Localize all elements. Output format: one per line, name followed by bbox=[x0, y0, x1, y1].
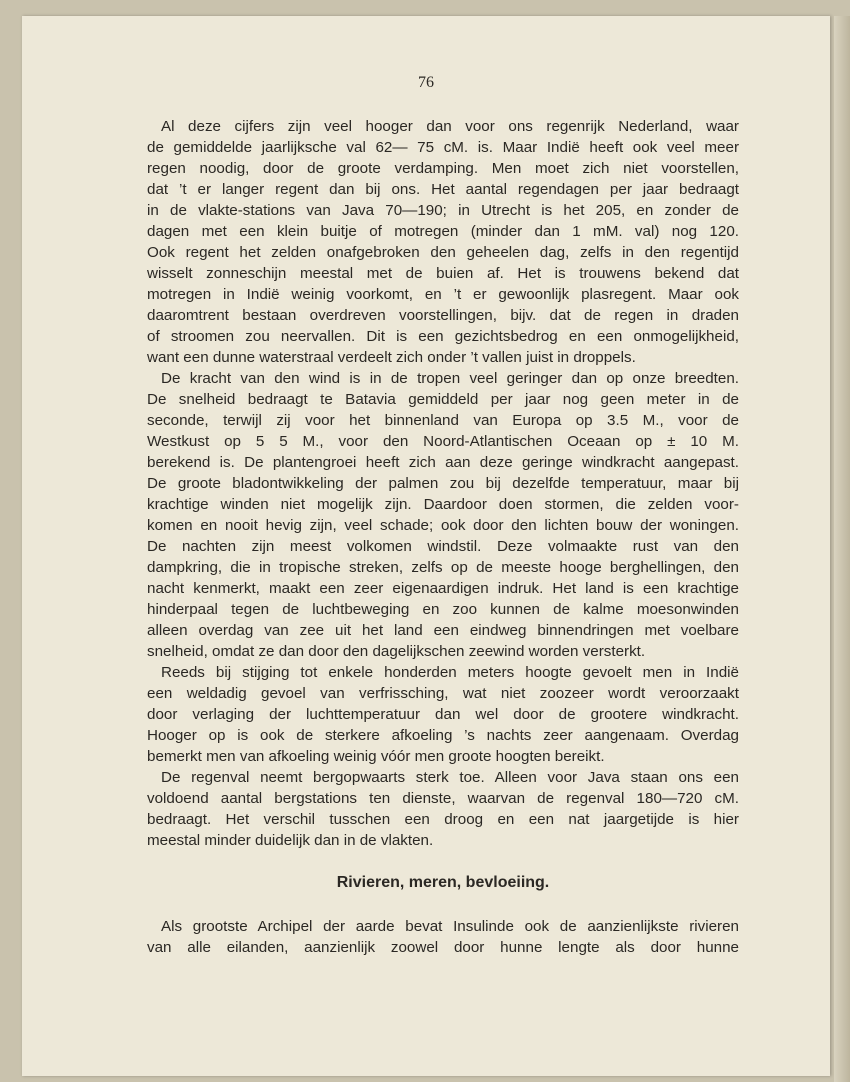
paragraph-line: door verlaging der luchttemperatuur dan wel door de grootere windkracht. bbox=[147, 706, 739, 723]
paragraph-line: de gemiddelde jaarlijksche val 62— 75 cM. is. Maar Indië heeft ook veel meer bbox=[147, 139, 739, 156]
paragraph-line: van alle eilanden, aanzienlijk zoowel door hunne lengte als door hunne bbox=[147, 939, 739, 956]
paragraph-line: een weldadig gevoel van verfrissching, wat niet zoozeer wordt veroorzaakt bbox=[147, 685, 739, 702]
paragraph-line: nacht kenmerkt, maakt een zeer eigenaardigen indruk. Het land is een krachtige bbox=[147, 580, 739, 597]
paragraph-line: De nachten zijn meest volkomen windstil. Deze volmaakte rust van den bbox=[147, 538, 739, 555]
paragraph-line: De groote bladontwikkeling der palmen zou bij dezelfde temperatuur, maar bij bbox=[147, 475, 739, 492]
paragraph-line: De snelheid bedraagt te Batavia gemiddeld per jaar nog geen meter in de bbox=[147, 391, 739, 408]
paragraph-line: komen en nooit hevig zijn, veel schade; ook door den lichten bouw der woningen. bbox=[147, 517, 739, 534]
paragraph-line: wisselt zonneschijn meestal met de buien af. Het is trouwens bekend dat bbox=[147, 265, 739, 282]
paragraph-line: of stroomen zou neervallen. Dit is een gezichtsbedrog en een onmogelijkheid, bbox=[147, 328, 739, 345]
paragraph-line: bemerkt men van afkoeling weinig vóór men groote hoogten bereikt. bbox=[147, 748, 605, 765]
paragraph-line: dagen met een klein buitje of motregen (minder dan 1 mM. val) nog 120. bbox=[147, 223, 739, 240]
paragraph-line: Als grootste Archipel der aarde bevat Insulinde ook de aanzienlijkste rivieren bbox=[161, 918, 739, 935]
paragraph-line: bedraagt. Het verschil tusschen een droog en een nat jaargetijde is hier bbox=[147, 811, 739, 828]
paragraph-line: berekend is. De plantengroei heeft zich aan deze geringe windkracht aangepast. bbox=[147, 454, 739, 471]
paragraph-line: Ook regent het zelden onafgebroken den geheelen dag, zelfs in den regentijd bbox=[147, 244, 739, 261]
paragraph-line: De regenval neemt bergopwaarts sterk toe. Alleen voor Java staan ons een bbox=[161, 769, 739, 786]
paragraph-line: meestal minder duidelijk dan in de vlakten. bbox=[147, 832, 434, 849]
page-number: 76 bbox=[418, 74, 434, 91]
paragraph-line: regen noodig, door de groote verdamping. Men moet zich niet voorstellen, bbox=[147, 160, 739, 177]
paragraph-line: voldoend aantal bergstations ten dienste, waarvan de regenval 180—720 cM. bbox=[147, 790, 739, 807]
paragraph-line: De kracht van den wind is in de tropen veel geringer dan op onze breedten. bbox=[161, 370, 739, 387]
page-edge bbox=[834, 16, 850, 1082]
book-page bbox=[22, 16, 830, 1076]
paragraph-line: Reeds bij stijging tot enkele honderden meters hoogte gevoelt men in Indië bbox=[161, 664, 739, 681]
paragraph-line: daaromtrent bestaan overdreven voorstellingen, bijv. dat de regen in draden bbox=[147, 307, 739, 324]
paragraph-line: Westkust op 5 5 M., voor den Noord-Atlantischen Oceaan op ± 10 M. bbox=[147, 433, 739, 450]
paragraph-line: seconde, terwijl zij voor het binnenland van Europa op 3.5 M., voor de bbox=[147, 412, 739, 429]
paragraph-line: dat ’t er langer regent dan bij ons. Het aantal regendagen per jaar bedraagt bbox=[147, 181, 739, 198]
paragraph-line: krachtige winden niet mogelijk zijn. Daardoor doen stormen, die zelden voor- bbox=[147, 496, 739, 513]
paragraph-line: hinderpaal tegen de luchtbeweging en zoo kunnen de kalme moesonwinden bbox=[147, 601, 739, 618]
paragraph-line: want een dunne waterstraal verdeelt zich onder ’t vallen juist in droppels. bbox=[147, 349, 636, 366]
section-heading: Rivieren, meren, bevloeiing. bbox=[336, 874, 550, 891]
paragraph-line: motregen in Indië weinig voorkomt, en ’t er gewoonlijk plasregent. Maar ook bbox=[147, 286, 739, 303]
paragraph-line: Hooger op is ook de sterkere afkoeling ’s nachts zeer aangenaam. Overdag bbox=[147, 727, 739, 744]
paragraph-line: snelheid, omdat ze dan door den dagelijkschen zeewind worden versterkt. bbox=[147, 643, 646, 660]
page-body bbox=[147, 116, 739, 958]
paragraph-line: in de vlakte-stations van Java 70—190; in Utrecht is het 205, en zonder de bbox=[147, 202, 739, 219]
paragraph-line: alleen overdag van zee uit het land een eindweg binnendringen met voelbare bbox=[147, 622, 739, 639]
paragraph-line: Al deze cijfers zijn veel hooger dan voor ons regenrijk Nederland, waar bbox=[161, 118, 739, 135]
paragraph-line: dampkring, die in tropische streken, zelfs op de meeste hooge berghellingen, den bbox=[147, 559, 739, 576]
